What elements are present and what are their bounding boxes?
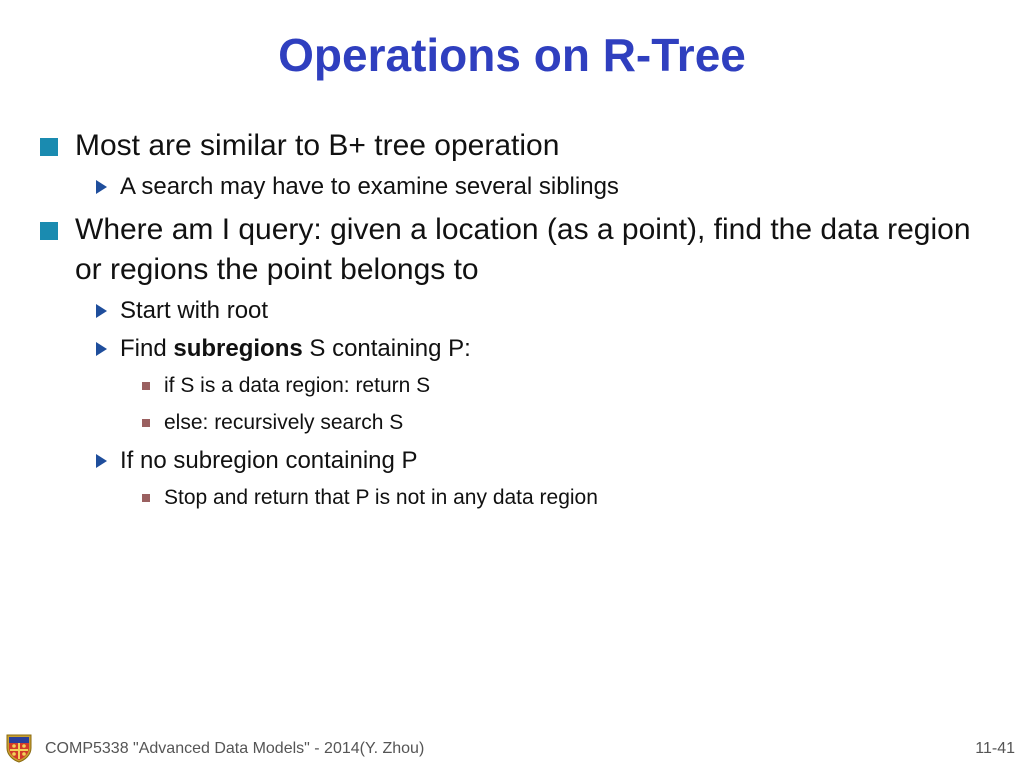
triangle-bullet-icon (96, 180, 107, 194)
bullet-level1 (40, 210, 1000, 290)
bullet-text: Where am I query: given a location (as a point), find the data region or regions the point belongs to (75, 213, 971, 286)
bullet-level2 (40, 333, 1000, 365)
bullet-text-suffix: S containing P: (302, 335, 471, 362)
triangle-bullet-icon (96, 304, 107, 318)
small-square-bullet-icon (142, 494, 150, 502)
slide-body (40, 126, 1000, 520)
footer-course: COMP5338 "Advanced Data Models" - 2014(Y. Zhou) (45, 740, 425, 757)
bullet-level3 (40, 408, 1000, 438)
bullet-text: A search may have to examine several siblings (120, 173, 619, 200)
square-bullet-icon (40, 222, 58, 240)
triangle-bullet-icon (96, 454, 107, 468)
small-square-bullet-icon (142, 382, 150, 390)
bullet-text-bold: subregions (173, 335, 303, 362)
square-bullet-icon (40, 138, 58, 156)
bullet-level2 (40, 445, 1000, 477)
bullet-text: If no subregion containing P (120, 447, 418, 474)
bullet-level3 (40, 483, 1000, 513)
footer-page-number: 11-41 (975, 740, 1015, 757)
bullet-text-prefix: Find (120, 335, 174, 362)
bullet-text: Start with root (120, 297, 269, 324)
small-square-bullet-icon (142, 419, 150, 427)
bullet-level2 (40, 171, 1000, 203)
triangle-bullet-icon (96, 342, 107, 356)
bullet-text: Most are similar to B+ tree operation (75, 129, 560, 162)
bullet-text: if S is a data region: return S (164, 374, 431, 397)
bullet-level3 (40, 371, 1000, 401)
university-crest-icon (4, 733, 34, 763)
slide-title: Operations on R-Tree (278, 29, 746, 81)
bullet-text: else: recursively search S (164, 411, 404, 434)
bullet-text: Stop and return that P is not in any data region (164, 486, 598, 509)
bullet-level2 (40, 295, 1000, 327)
bullet-level1 (40, 126, 1000, 166)
